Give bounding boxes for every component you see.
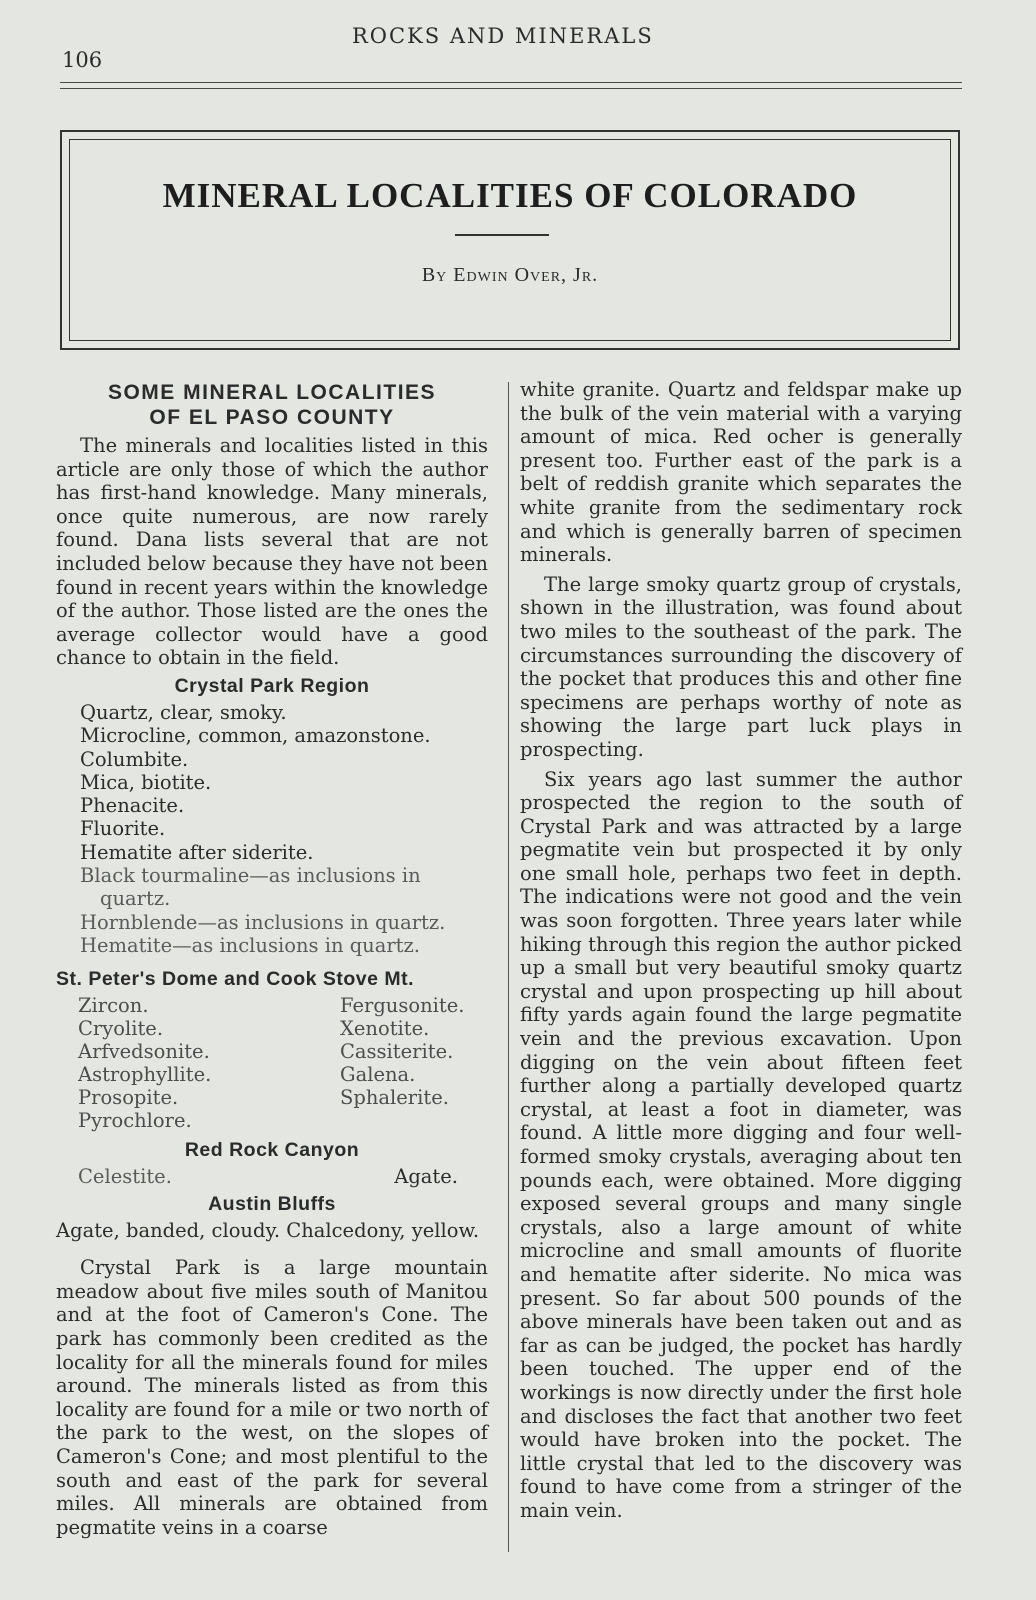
st-peters-heading: St. Peter's Dome and Cook Stove Mt. — [56, 968, 415, 991]
austin-bluffs-list: Agate, banded, cloudy. Chalcedony, yellow. — [56, 1219, 480, 1243]
list-item: Hematite after siderite. — [80, 840, 314, 864]
list-item: Columbite. — [80, 747, 189, 771]
list-item: Cassiterite. — [340, 1040, 454, 1064]
column-divider — [508, 382, 509, 1552]
list-item: Phenacite. — [80, 794, 185, 818]
list-item: Arfvedsonite. — [78, 1040, 210, 1064]
intro-paragraph: The minerals and localities listed in this article are only those of which the author has first-hand knowledge. Many minerals, once quite numerous, are now rarely found. Dana lists several that are not included below because they have not been found in recent years within the knowledge of the author. Those listed are the ones the average collector would have a good chance to obtain in the field. — [56, 434, 488, 670]
red-rock-list — [56, 1165, 488, 1188]
list-item: Black tourmaline—as inclusions in quartz. — [80, 864, 421, 911]
page-number: 106 — [62, 48, 103, 72]
list-item: Prosopite. — [78, 1086, 179, 1110]
list-item: Mica, biotite. — [80, 770, 212, 794]
list-item: Hematite—as inclusions in quartz. — [80, 933, 420, 957]
title-divider — [455, 234, 549, 236]
list-item: Celestite. — [78, 1165, 172, 1189]
right-column — [520, 378, 962, 1523]
paragraph-continued: white granite. Quartz and feldspar make up the bulk of the vein material with a varying amount of mica. Red ocher is generally present too. Further east of the park is a belt of reddish granite which separates the white granite from the sedimentary rock and which is generally barren of specimen minerals. — [520, 378, 962, 567]
header-rule — [60, 82, 962, 83]
paragraph-smoky-quartz: The large smoky quartz group of crystals, shown in the illustration, was found about two miles to the southeast of the park. The circumstances surrounding the discovery of the pocket that produces this and other fine specimens are perhaps worthy of note as showing the large part luck plays in prospecting. — [520, 572, 962, 761]
left-column — [56, 378, 488, 1539]
crystal-park-heading: Crystal Park Region — [174, 674, 370, 697]
section-heading — [56, 380, 488, 430]
crystal-park-list — [56, 701, 488, 957]
list-item: Fergusonite. — [340, 994, 465, 1018]
list-item: Quartz, clear, smoky. — [80, 700, 287, 724]
list-item: Sphalerite. — [340, 1086, 449, 1110]
list-item: Microcline, common, amazonstone. — [80, 724, 431, 748]
list-item: Galena. — [340, 1063, 416, 1087]
article-title: MINERAL LOCALITIES OF COLORADO — [162, 176, 858, 215]
section-heading-line2: OF EL PASO COUNTY — [149, 406, 395, 429]
section-heading-line1: SOME MINERAL LOCALITIES — [107, 381, 437, 404]
paragraph-discovery: Six years ago last summer the author prospected the region to the south of Crystal Park and was attracted by a large pegmatite vein but prospected it by only one small hole, perhaps two feet in depth. The indications were not good and the vein was soon forgotten. Three years later while hiking through this region the author picked up a small but very beautiful smoky quartz crystal and upon prospecting up hill about fifty yards again found the large pegmatite vein and the previous excavation. Upon digging on the vein about fifteen feet further along a partially developed quartz crystal, at least a foot in diameter, was found. A little more digging and four well-formed smoky crystals, averaging about ten pounds each, were obtained. More digging exposed several groups and many single crystals, also a large amount of white microcline and small amounts of fluorite and hematite after siderite. No mica was present. So far about 500 pounds of the above minerals have been taken out and as far as can be judged, the pocket has hardly been touched. The upper end of the workings is now directly under the first hole and discloses the fact that another two feet would have broken into the pocket. The little crystal that led to the discovery was found to have come from a stringer of the main vein. — [520, 767, 962, 1522]
list-item: Cryolite. — [78, 1017, 164, 1041]
st-peters-list — [56, 994, 488, 1132]
list-item: Hornblende—as inclusions in quartz. — [80, 910, 446, 934]
austin-bluffs-heading: Austin Bluffs — [208, 1193, 336, 1216]
list-item: Zircon. — [78, 994, 149, 1018]
list-item: Pyrochlore. — [78, 1109, 192, 1133]
title-box — [60, 130, 960, 350]
list-item: Xenotite. — [340, 1017, 430, 1041]
list-item: Fluorite. — [80, 817, 166, 841]
red-rock-heading: Red Rock Canyon — [184, 1139, 360, 1162]
list-item: Astrophyllite. — [78, 1063, 212, 1087]
running-title: ROCKS AND MINERALS — [352, 24, 654, 48]
list-item — [340, 1109, 510, 1132]
list-item: Agate. — [394, 1165, 458, 1189]
header-rule-2 — [60, 88, 962, 89]
byline: By Edwin Over, Jr. — [421, 264, 599, 286]
title-box-inner — [69, 139, 951, 341]
crystal-park-paragraph: Crystal Park is a large mountain meadow about five miles south of Manitou and at the foot of Cameron's Cone. The park has commonly been credited as the locality for all the minerals found for miles around. The minerals listed as from this locality are found for a mile or two north of the park to the west, on the slopes of Cameron's Cone; and most plentiful to the south and east of the park for several miles. All minerals are obtained from pegmatite veins in a coarse — [56, 1256, 488, 1539]
